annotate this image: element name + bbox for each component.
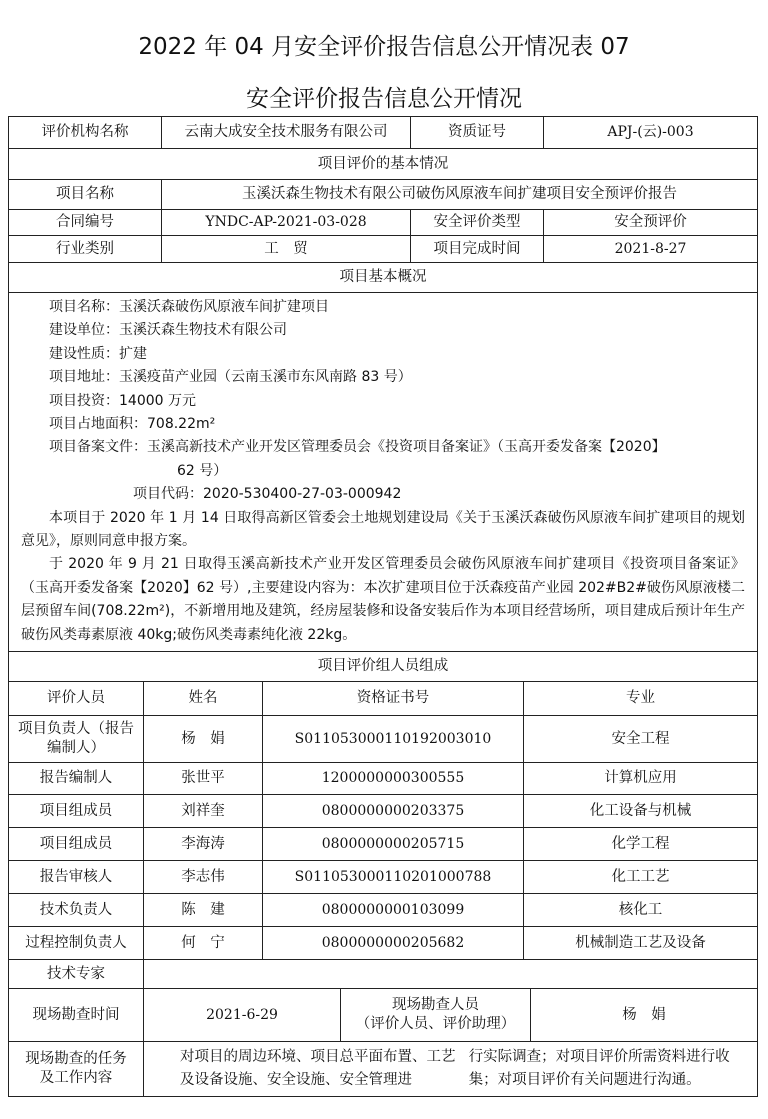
member-role: 过程控制负责人 bbox=[25, 934, 127, 951]
member-role: 报告审核人 bbox=[39, 868, 113, 885]
site-time-label: 现场勘查时间 bbox=[32, 1006, 120, 1023]
team-member-row bbox=[9, 860, 757, 893]
team-section-title: 项目评价组人员组成 bbox=[317, 658, 449, 675]
team-member-row bbox=[9, 827, 757, 860]
member-name: 李志伟 bbox=[143, 861, 262, 893]
overview-filing-cont: 62 号） bbox=[177, 462, 228, 479]
overview-investment: 项目投资：14000 万元 bbox=[49, 392, 196, 409]
project-name-label: 项目名称 bbox=[56, 186, 114, 202]
overview-builder: 建设单位：玉溪沃森生物技术有限公司 bbox=[49, 322, 287, 339]
team-header-name: 姓名 bbox=[143, 682, 262, 715]
team-header-row bbox=[9, 681, 757, 715]
site-task-line2: 行实际调查；对项目评价所需资料进行收集；对项目评价有关问题进行沟通。 bbox=[468, 1049, 730, 1089]
member-cert: 0800000000103099 bbox=[262, 894, 523, 926]
overview-address: 项目地址：玉溪疫苗产业园（云南玉溪市东风南路 83 号） bbox=[49, 369, 412, 386]
project-name-value: 玉溪沃森生物技术有限公司破伤风原液车间扩建项目安全预评价报告 bbox=[161, 180, 757, 209]
basic-section-title: 项目评价的基本情况 bbox=[317, 155, 449, 172]
member-name: 何 宁 bbox=[143, 927, 262, 959]
overview-project-code: 项目代码：2020-530400-27-03-000942 bbox=[133, 486, 402, 503]
team-member-row bbox=[9, 715, 757, 762]
member-cert: 1200000000300555 bbox=[262, 763, 523, 794]
org-value: 云南大成安全技术服务有限公司 bbox=[161, 117, 410, 148]
member-cert: S011053000110201000788 bbox=[262, 861, 523, 893]
cert-label: 资质证号 bbox=[410, 117, 543, 148]
document-subtitle: 安全评价报告信息公开情况 bbox=[246, 86, 522, 112]
member-role: 报告编制人 bbox=[39, 770, 113, 787]
contract-label: 合同编号 bbox=[56, 214, 114, 230]
member-cert: 0800000000205682 bbox=[262, 927, 523, 959]
org-label: 评价机构名称 bbox=[41, 124, 129, 140]
document-title: 2022 年 04 月安全评价报告信息公开情况表 07 bbox=[138, 34, 630, 60]
overview-paragraph-1: 本项目于 2020 年 1 月 14 日取得高新区管委会土地规划建设局《关于玉溪沃森破伤风原液车间扩建项目的规划意见》，原则同意申报方案。 bbox=[21, 509, 745, 550]
site-task-label-line2: 及工作内容 bbox=[39, 1070, 113, 1087]
member-major: 机械制造工艺及设备 bbox=[523, 927, 757, 959]
member-major: 计算机应用 bbox=[523, 763, 757, 794]
basic-section-row bbox=[9, 148, 757, 179]
site-task-content bbox=[143, 1042, 757, 1096]
team-header-major: 专业 bbox=[523, 682, 757, 715]
member-name: 张世平 bbox=[143, 763, 262, 794]
site-task-row bbox=[9, 1041, 757, 1096]
member-major: 核化工 bbox=[523, 894, 757, 926]
member-major: 化学工程 bbox=[523, 828, 757, 860]
member-cert: S011053000110192003010 bbox=[262, 716, 523, 762]
overview-body-row bbox=[9, 292, 757, 651]
site-people-value: 杨 娟 bbox=[530, 989, 757, 1041]
expert-label: 技术专家 bbox=[47, 965, 105, 982]
team-header-cert: 资格证书号 bbox=[262, 682, 523, 715]
info-table bbox=[8, 116, 758, 1097]
industry-label: 行业类别 bbox=[56, 240, 114, 257]
member-major: 化工工艺 bbox=[523, 861, 757, 893]
overview-area: 项目占地面积：708.22m² bbox=[49, 416, 216, 433]
site-people-title: 现场勘查人员 bbox=[392, 997, 479, 1014]
overview-nature: 建设性质：扩建 bbox=[49, 345, 147, 362]
site-task-line1: 对项目的周边环境、项目总平面布置、工艺及设备设施、安全设施、安全管理进 bbox=[180, 1049, 456, 1089]
member-role: 技术负责人 bbox=[39, 901, 113, 918]
industry-row bbox=[9, 235, 757, 262]
project-overview bbox=[9, 293, 757, 651]
overview-paragraph-2: 于 2020 年 9 月 21 日取得玉溪高新技术产业开发区管理委员会破伤风原液车间扩建项目《投资项目备案证》（玉高开委发备案【2020】62 号）,主要建设内容为：本次扩建项目位于沃森疫苗产业园 202#B2#破伤风原液楼二层预留车间(708.22m²)，不新增用地及建筑，经房屋装修和设备安装后作为本项目经营场所，项目建成后预计年生产破伤风类毒素原液 40kg;破伤风类毒素纯化液 22kg。 bbox=[21, 556, 745, 643]
expert-value bbox=[143, 960, 757, 988]
overview-section-title: 项目基本概况 bbox=[339, 269, 427, 285]
industry-value: 工 贸 bbox=[161, 236, 410, 262]
team-member-row bbox=[9, 926, 757, 959]
member-major: 安全工程 bbox=[523, 716, 757, 762]
team-member-row bbox=[9, 794, 757, 827]
member-name: 杨 娟 bbox=[143, 716, 262, 762]
finish-time-label: 项目完成时间 bbox=[410, 236, 543, 262]
overview-section-row bbox=[9, 262, 757, 292]
site-time-value: 2021-6-29 bbox=[143, 989, 340, 1041]
contract-row bbox=[9, 209, 757, 235]
site-task-label-line1: 现场勘查的任务 bbox=[25, 1051, 127, 1068]
finish-time-value: 2021-8-27 bbox=[543, 236, 757, 262]
member-role: 项目组成员 bbox=[39, 802, 113, 819]
team-member-row bbox=[9, 762, 757, 794]
site-task-label bbox=[9, 1042, 143, 1096]
contract-value: YNDC-AP-2021-03-028 bbox=[161, 210, 410, 235]
expert-row bbox=[9, 959, 757, 988]
member-role: 项目组成员 bbox=[39, 835, 113, 852]
eval-type-value: 安全预评价 bbox=[543, 210, 757, 235]
project-name-row bbox=[9, 179, 757, 209]
member-cert: 0800000000203375 bbox=[262, 795, 523, 827]
site-survey-row bbox=[9, 988, 757, 1041]
overview-project-name: 项目名称：玉溪沃森破伤风原液车间扩建项目 bbox=[49, 299, 329, 315]
site-people-label bbox=[340, 989, 530, 1041]
team-member-row bbox=[9, 893, 757, 926]
member-name: 李海涛 bbox=[143, 828, 262, 860]
site-people-subtitle: （评价人员、评价助理） bbox=[355, 1016, 516, 1033]
team-header-role: 评价人员 bbox=[47, 690, 105, 707]
member-name: 刘祥奎 bbox=[143, 795, 262, 827]
eval-type-label: 安全评价类型 bbox=[410, 210, 543, 235]
member-cert: 0800000000205715 bbox=[262, 828, 523, 860]
org-row bbox=[9, 117, 757, 148]
overview-filing: 项目备案文件：玉溪高新技术产业开发区管理委员会《投资项目备案证》（玉高开委发备案【2020】 bbox=[49, 439, 666, 456]
cert-value: APJ-(云)-003 bbox=[543, 117, 757, 148]
member-name: 陈 建 bbox=[143, 894, 262, 926]
team-section-row bbox=[9, 651, 757, 681]
member-major: 化工设备与机械 bbox=[523, 795, 757, 827]
member-role: 项目负责人（报告编制人） bbox=[18, 721, 134, 757]
